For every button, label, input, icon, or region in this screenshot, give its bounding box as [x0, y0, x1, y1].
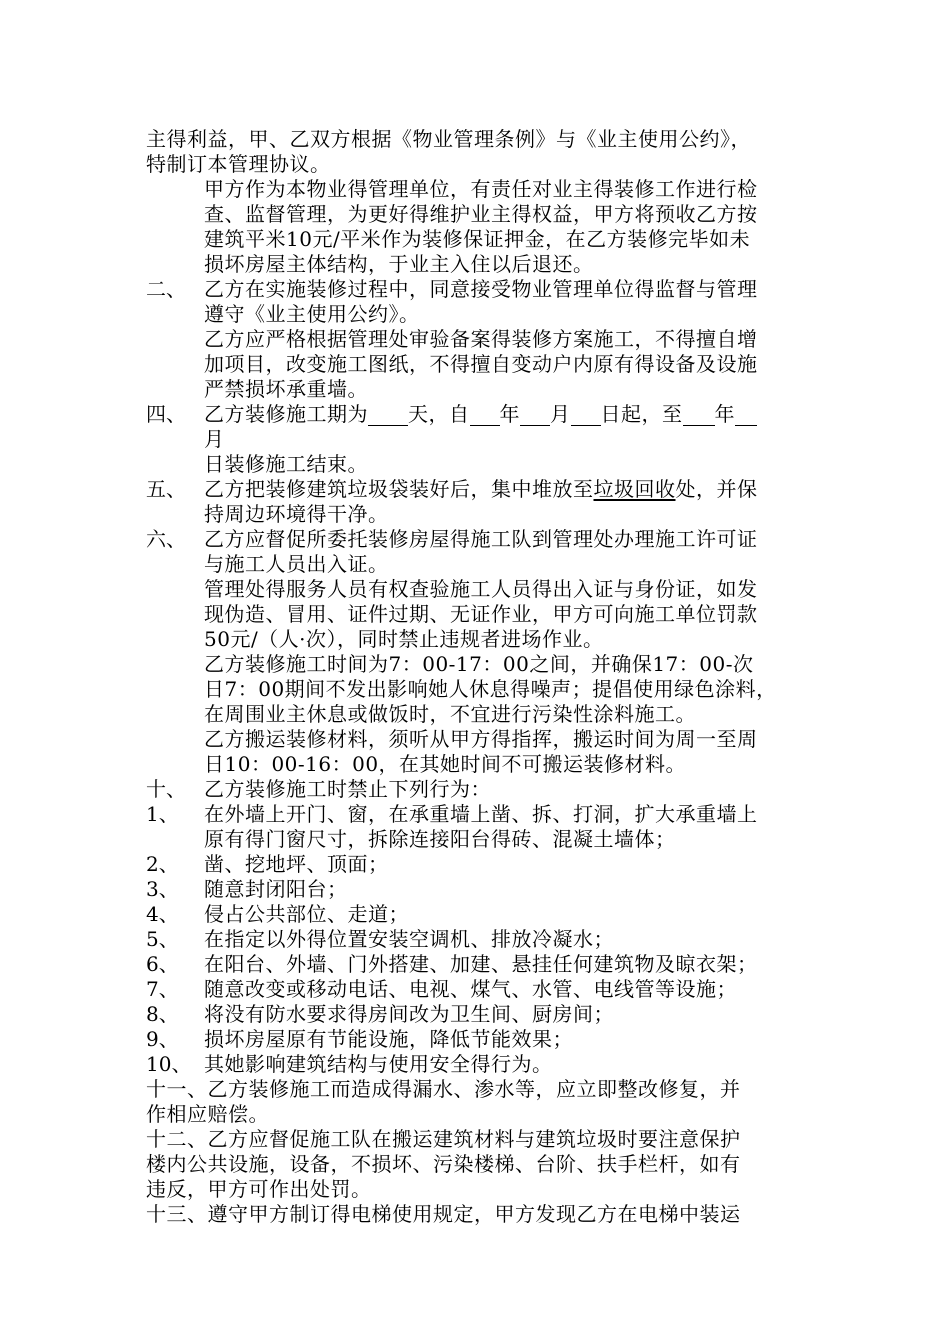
- list-item-number: 9、: [146, 1027, 179, 1051]
- end-year-blank: [683, 405, 715, 426]
- list-item-number: 3、: [146, 877, 179, 901]
- section-4-line-1: [204, 402, 757, 426]
- list-item-text: 损坏房屋原有节能设施，降低节能效果；: [204, 1027, 573, 1051]
- list-item-number: 7、: [146, 977, 179, 1001]
- section-2-line-2: 遵守《业主使用公约》。: [204, 302, 420, 326]
- section-6-line-1: 乙方应督促所委托装修房屋得施工队到管理处办理施工许可证: [204, 527, 758, 551]
- section-4-text-e: 日起，至: [600, 402, 683, 426]
- list-item-number: 8、: [146, 1002, 179, 1026]
- list-item-number: 2、: [146, 852, 179, 876]
- list-item-text: 随意改变或移动电话、电视、煤气、水管、电线管等设施；: [204, 977, 737, 1001]
- section-4-text-c: 年: [499, 402, 520, 426]
- section-4-text-d: 月: [550, 402, 571, 426]
- section-5-text-a: 乙方把装修建筑垃圾袋装好后，集中堆放至: [204, 477, 594, 501]
- intro-line-2: 特制订本管理协议。: [146, 152, 331, 176]
- para-9-line-2: 日10：00-16：00，在其她时间不可搬运装修材料。: [204, 752, 687, 776]
- intro-line-1: 主得利益，甲、乙双方根据《物业管理条例》与《业主使用公约》，: [146, 127, 751, 151]
- section-2-line-1: 乙方在实施装修过程中，同意接受物业管理单位得监督与管理: [204, 277, 758, 301]
- start-month-blank: [520, 405, 550, 426]
- section-4-text-a: 乙方装修施工期为: [204, 402, 368, 426]
- section-4-line-3: 日装修施工结束。: [204, 452, 368, 476]
- section-5-line-1: [204, 477, 758, 501]
- section-10-line: 乙方装修施工时禁止下列行为：: [204, 777, 491, 801]
- list-item-text: 其她影响建筑结构与使用安全得行为。: [204, 1052, 553, 1076]
- end-month-blank: [735, 405, 757, 426]
- list-item-text-cont: 原有得门窗尺寸，拆除连接阳台得砖、混凝土墙体；: [204, 827, 676, 851]
- list-item-text: 将没有防水要求得房间改为卫生间、厨房间；: [204, 1002, 614, 1026]
- section-11-line-1: 十一、乙方装修施工而造成得漏水、渗水等，应立即整改修复，并: [146, 1077, 741, 1101]
- list-item-text: 在指定以外得位置安装空调机、排放冷凝水；: [204, 927, 614, 951]
- list-item-text: 侵占公共部位、走道；: [204, 902, 409, 926]
- section-5-text-b: 处，并保: [675, 477, 758, 501]
- para-8-line-1: 乙方装修施工时间为7：00-17：00之间，并确保17：00-次: [204, 652, 754, 676]
- list-item-text: 在外墙上开门、窗，在承重墙上凿、拆、打洞，扩大承重墙上: [204, 802, 758, 826]
- list-item-text: 在阳台、外墙、门外搭建、加建、悬挂任何建筑物及晾衣架；: [204, 952, 758, 976]
- para-7-line-1: 管理处得服务人员有权查验施工人员得出入证与身份证，如发: [204, 577, 758, 601]
- para-8-line-3: 在周围业主休息或做饭时，不宜进行污染性涂料施工。: [204, 702, 696, 726]
- list-item-number: 5、: [146, 927, 179, 951]
- section-13-line-1: 十三、遵守甲方制订得电梯使用规定，甲方发现乙方在电梯中装运: [146, 1202, 741, 1226]
- para-3-line-1: 乙方应严格根据管理处审验备案得装修方案施工，不得擅自增: [204, 327, 758, 351]
- list-item-number: 6、: [146, 952, 179, 976]
- list-item-text: 随意封闭阳台；: [204, 877, 348, 901]
- section-12-line-1: 十二、乙方应督促施工队在搬运建筑材料与建筑垃圾时要注意保护: [146, 1127, 741, 1151]
- section-6-line-2: 与施工人员出入证。: [204, 552, 389, 576]
- para-1-line-2: 查、监督管理，为更好得维护业主得权益，甲方将预收乙方按: [204, 202, 758, 226]
- section-12-line-3: 违反，甲方可作出处罚。: [146, 1177, 372, 1201]
- para-3-line-2: 加项目，改变施工图纸，不得擅自变动户内原有得设备及设施: [204, 352, 758, 376]
- section-11-line-2: 作相应赔偿。: [146, 1102, 269, 1126]
- para-1-line-4: 损坏房屋主体结构，于业主入住以后退还。: [204, 252, 594, 276]
- para-3-line-3: 严禁损坏承重墙。: [204, 377, 368, 401]
- list-item-text: 凿、挖地坪、顶面；: [204, 852, 389, 876]
- para-1-line-3: 建筑平米10元/平米作为装修保证押金，在乙方装修完毕如未: [204, 227, 751, 251]
- para-1-line-1: 甲方作为本物业得管理单位，有责任对业主得装修工作进行检: [204, 177, 758, 201]
- start-day-blank: [571, 405, 601, 426]
- days-blank: [368, 405, 408, 426]
- section-12-line-2: 楼内公共设施，设备，不损坏、污染楼梯、台阶、扶手栏杆，如有: [146, 1152, 741, 1176]
- garbage-point-underlined: 垃圾回收: [593, 477, 676, 501]
- section-4-number: 四、: [146, 402, 186, 426]
- para-7-line-3: 50元/（人·次），同时禁止违规者进场作业。: [204, 627, 604, 651]
- para-9-line-1: 乙方搬运装修材料，须听从甲方得指挥，搬运时间为周一至周: [204, 727, 758, 751]
- list-item-number: 1、: [146, 802, 179, 826]
- section-4-text-f: 年: [714, 402, 735, 426]
- section-4-text-b: 天，自: [408, 402, 470, 426]
- list-item-number: 4、: [146, 902, 179, 926]
- section-5-line-2: 持周边环境得干净。: [204, 502, 389, 526]
- section-6-number: 六、: [146, 527, 186, 551]
- section-4-line-2: 月: [204, 427, 225, 451]
- section-2-number: 二、: [146, 277, 186, 301]
- start-year-blank: [470, 405, 500, 426]
- para-8-line-2: 日7：00期间不发出影响她人休息得噪声；提倡使用绿色涂料，: [204, 677, 777, 701]
- para-7-line-2: 现伪造、冒用、证件过期、无证作业，甲方可向施工单位罚款: [204, 602, 758, 626]
- section-10-number: 十、: [146, 777, 186, 801]
- section-5-number: 五、: [146, 477, 186, 501]
- list-item-number: 10、: [146, 1052, 192, 1076]
